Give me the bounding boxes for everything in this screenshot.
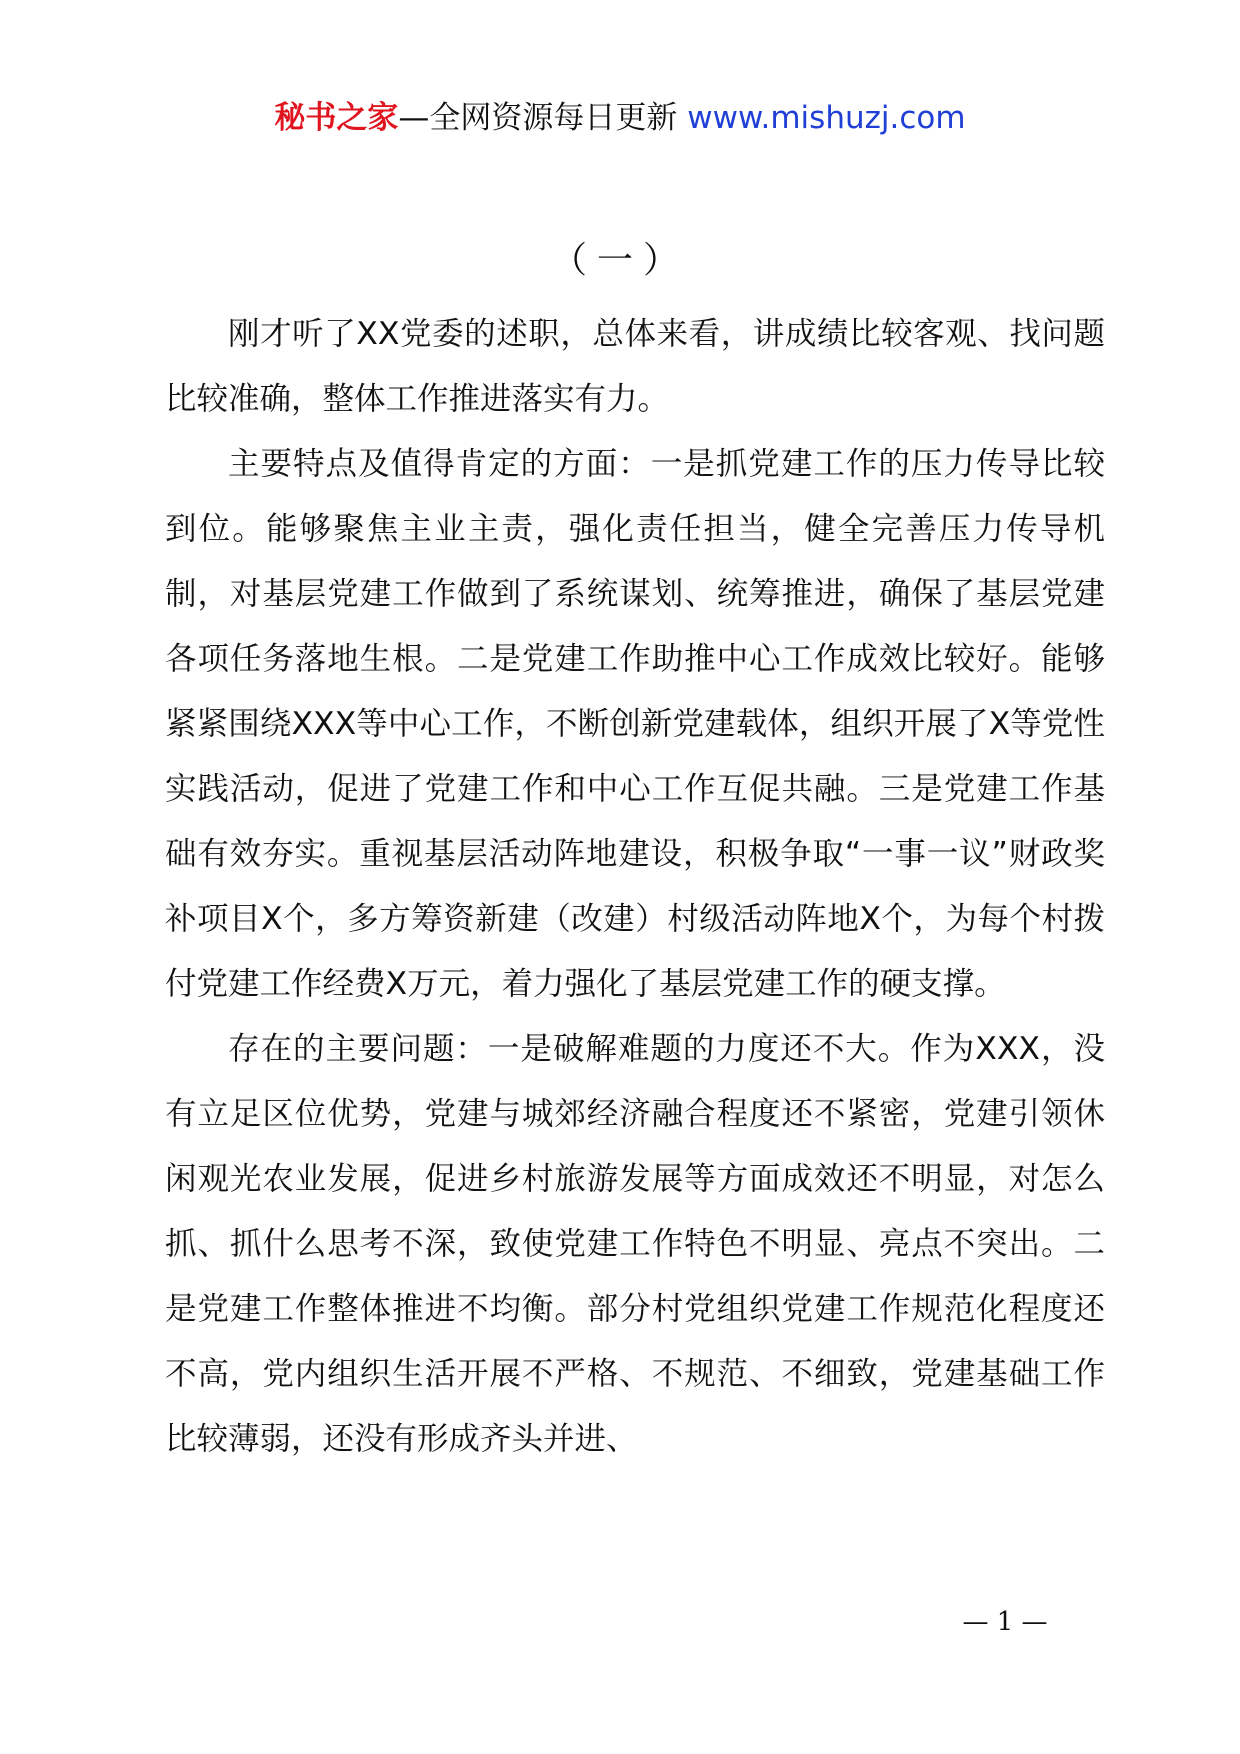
site-url[interactable]: www.mishuzj.com (687, 100, 966, 136)
document-body (165, 302, 1105, 1472)
document-title: （一） (550, 240, 689, 281)
site-brand: 秘书之家 (274, 100, 399, 136)
paragraph-intro: 刚才听了XX党委的述职，总体来看，讲成绩比较客观、找问题比较准确，整体工作推进落实有力。 (165, 316, 1105, 417)
site-slogan: —全网资源每日更新 (398, 100, 678, 136)
site-header (0, 96, 1240, 140)
paragraph-problems: 存在的主要问题：一是破解难题的力度还不大。作为XXX，没有立足区位优势，党建与城郊经济融合程度还不紧密，党建引领休闲观光农业发展，促进乡村旅游发展等方面成效还不明显，对怎么抓、抓什么思考不深，致使党建工作特色不明显、亮点不突出。二是党建工作整体推进不均衡。部分村党组织党建工作规范化程度还不高，党内组织生活开展不严格、不规范、不细致，党建基础工作比较薄弱，还没有形成齐头并进、 (165, 1031, 1105, 1457)
paragraph-strengths: 主要特点及值得肯定的方面：一是抓党建工作的压力传导比较到位。能够聚焦主业主责，强化责任担当，健全完善压力传导机制，对基层党建工作做到了系统谋划、统筹推进，确保了基层党建各项任务落地生根。二是党建工作助推中心工作成效比较好。能够紧紧围绕XXX等中心工作，不断创新党建载体，组织开展了X等党性实践活动，促进了党建工作和中心工作互促共融。三是党建工作基础有效夯实。重视基层活动阵地建设，积极争取“一事一议”财政奖补项目X个，多方筹资新建（改建）村级活动阵地X个，为每个村拨付党建工作经费X万元，着力强化了基层党建工作的硬支撑。 (165, 446, 1105, 1002)
page-number: — 1 — (962, 1607, 1048, 1637)
